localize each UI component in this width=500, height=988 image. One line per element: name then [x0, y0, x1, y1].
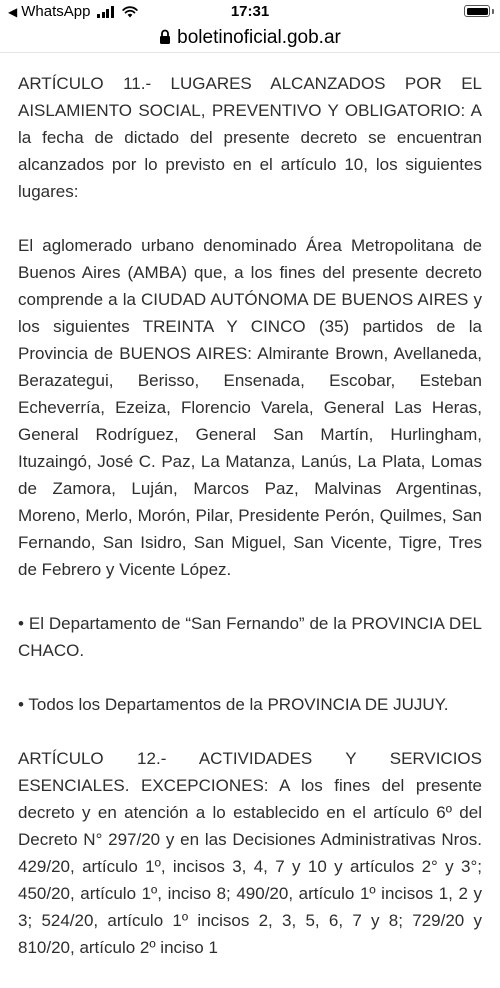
- article-body: [18, 70, 482, 988]
- back-arrow-icon[interactable]: ◀: [8, 4, 18, 19]
- battery-icon: [464, 5, 490, 17]
- status-bar: [0, 0, 500, 24]
- amba-paragraph: El aglomerado urbano denominado Área Metropolitana de Buenos Aires (AMBA) que, a los fines del presente decreto comprende a la CIUDAD AUTÓNOMA DE BUENOS AIRES y los siguientes TREINTA Y CINCO (35) partidos de la Provincia de BUENOS AIRES: Almirante Brown, Avellaneda, Berazategui, Berisso, Ensenada, Escobar, Esteban Echeverría, Ezeiza, Florencio Varela, General Las Heras, General Rodríguez, General San Martín, Hurlingham, Ituzaingó, José C. Paz, La Matanza, Lanús, La Plata, Lomas de Zamora, Luján, Marcos Paz, Malvinas Argentinas, Moreno, Merlo, Morón, Pilar, Presidente Perón, Quilmes, San Fernando, San Isidro, San Miguel, San Vicente, Tigre, Tres de Febrero y Vicente López.: [18, 236, 482, 579]
- back-app-label[interactable]: WhatsApp: [21, 3, 91, 20]
- chaco-bullet: • El Departamento de “San Fernando” de la PROVINCIA DEL CHACO.: [18, 614, 482, 660]
- clock: 17:31: [230, 3, 270, 20]
- battery-nub: [492, 9, 494, 14]
- jujuy-bullet: • Todos los Departamentos de la PROVINCIA DE JUJUY.: [18, 695, 449, 714]
- article-11-paragraph: ARTÍCULO 11.- LUGARES ALCANZADOS POR EL AISLAMIENTO SOCIAL, PREVENTIVO Y OBLIGATORIO: A la fecha de dictado del presente decreto se encuentran alcanzados por lo previsto en el artículo 10, los siguientes lugares:: [18, 74, 482, 201]
- article-12-paragraph: ARTÍCULO 12.- ACTIVIDADES Y SERVICIOS ESENCIALES. EXCEPCIONES: A los fines del presente decreto y en atención a lo establecido en el artículo 6º del Decreto N° 297/20 y en las Decisiones Administrativas Nros. 429/20, artículo 1º, incisos 3, 4, 7 y 10 y artículos 2° y 3°; 450/20, artículo 1º, inciso 8; 490/20, artículo 1º incisos 1, 2 y 3; 524/20, artículo 1º incisos 2, 3, 5, 6, 7 y 8; 729/20 y 810/20, artículo 2º inciso 1: [18, 749, 482, 957]
- address-bar[interactable]: [0, 24, 500, 53]
- lock-icon: [159, 29, 171, 45]
- url-text[interactable]: boletinoficial.gob.ar: [177, 27, 341, 48]
